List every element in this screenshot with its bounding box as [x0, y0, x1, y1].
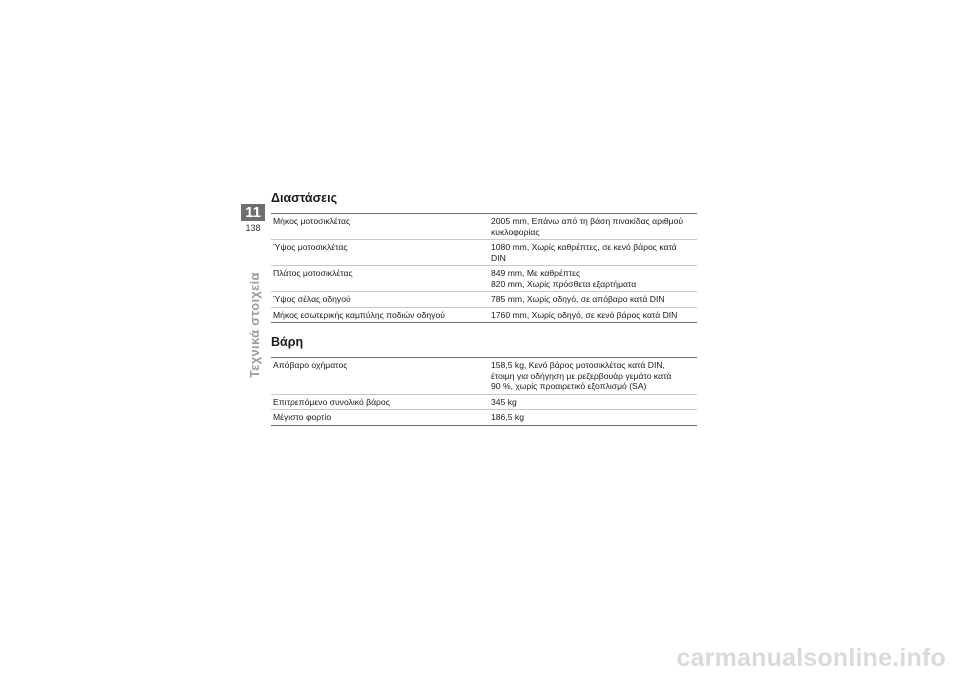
- weights-table: [271, 357, 697, 426]
- row-value: 849 mm, Με καθρέπτες 820 mm, Χωρίς πρόσθετα εξαρτήματα: [491, 268, 637, 289]
- row-value: 1080 mm, Χωρίς καθρέπτες, σε κενό βάρος κατά DIN: [491, 242, 677, 263]
- chapter-side-label: Τεχνικά στοιχεία: [247, 272, 262, 378]
- row-label: Πλάτος μοτοσικλέτας: [273, 268, 353, 278]
- table-row: [271, 307, 697, 323]
- row-label: Μήκος μοτοσικλέτας: [273, 216, 351, 226]
- weights-title: Βάρη: [271, 335, 304, 349]
- row-value: 1760 mm, Χωρίς οδηγό, σε κενό βάρος κατά DIN: [491, 309, 678, 320]
- row-label: Μέγιστο φορτίο: [273, 412, 332, 422]
- row-value: 785 mm, Χωρίς οδηγό, σε απόβαρο κατά DIN: [491, 294, 665, 304]
- dimensions-title: Διαστάσεις: [271, 191, 338, 205]
- watermark: carmanualsonline.info: [676, 644, 946, 672]
- table-row: [271, 358, 697, 395]
- row-label: Μήκος εσωτερικής καμπύλης ποδιών οδηγού: [273, 309, 445, 320]
- table-row: [271, 394, 697, 410]
- table-row: [271, 292, 697, 308]
- row-label: Απόβαρο οχήματος: [273, 360, 348, 370]
- row-value: 158,5 kg, Κενό βάρος μοτοσικλέτας κατά DIN, έτοιμη για οδήγηση με ρεζερβουάρ γεμάτο κατά 90 %, χωρίς προαιρετικό εξοπλισμό (SA): [491, 360, 672, 391]
- row-value: 186,5 kg: [491, 412, 524, 422]
- table-row: [271, 240, 697, 266]
- row-label: Ύψος μοτοσικλέτας: [273, 242, 348, 252]
- chapter-number: 11: [241, 204, 265, 221]
- page-number: 138: [245, 223, 261, 233]
- dimensions-table: [271, 213, 697, 323]
- row-value: 345 kg: [491, 396, 517, 407]
- table-row: [271, 410, 697, 426]
- table-row: [271, 266, 697, 292]
- chapter-tab: [241, 204, 265, 233]
- page-content: [271, 191, 697, 438]
- row-value: 2005 mm, Επάνω από τη βάση πινακίδας αριθμού κυκλοφορίας: [491, 216, 684, 237]
- table-row: [271, 214, 697, 240]
- row-label: Επιτρεπόμενο συνολικό βάρος: [273, 396, 390, 407]
- row-label: Ύψος σέλας οδηγού: [273, 294, 351, 304]
